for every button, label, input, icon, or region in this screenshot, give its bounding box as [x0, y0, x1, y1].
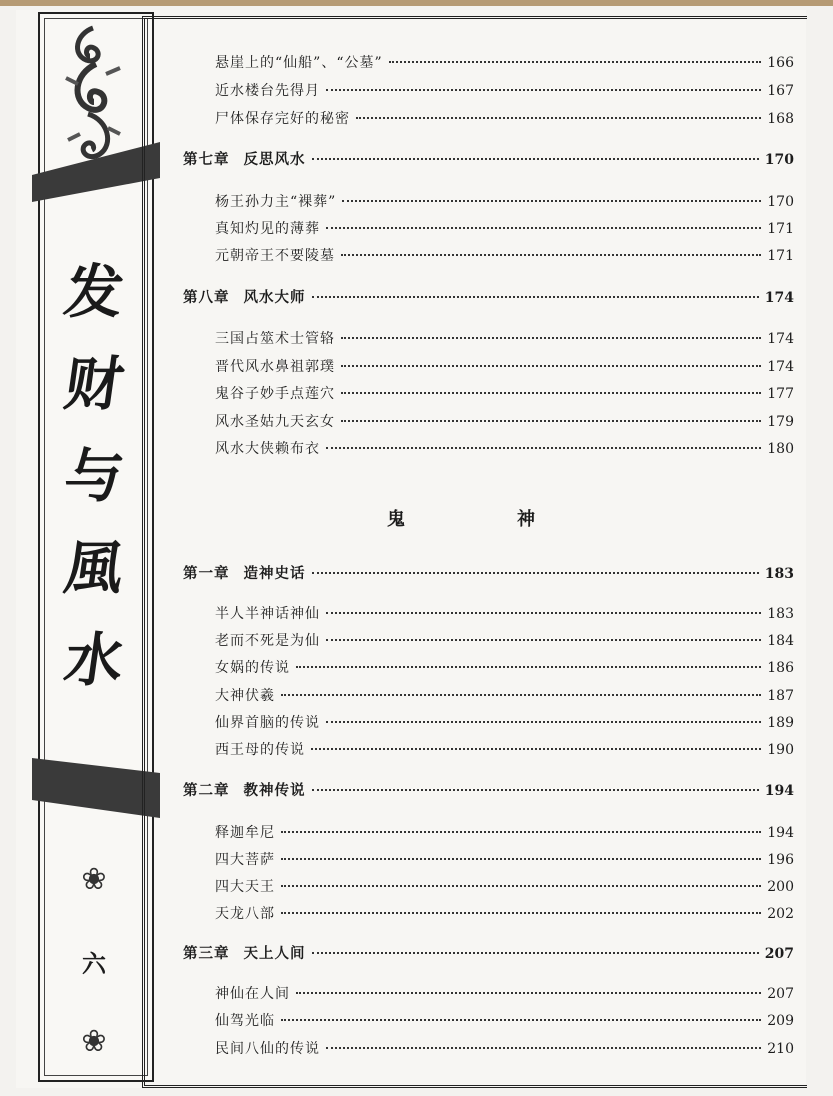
toc-entry-row — [215, 686, 794, 706]
dot-leader — [281, 912, 761, 914]
chapter-title: 反思风水 — [243, 151, 306, 168]
section-heading — [387, 505, 537, 531]
top-edge — [0, 0, 833, 6]
toc-entry-row — [215, 823, 794, 843]
flower-icon: ❀ — [81, 862, 107, 897]
page-number: 174 — [764, 290, 794, 306]
dot-leader — [341, 365, 761, 367]
page-number: 202 — [767, 906, 794, 922]
dragon-ornament-icon — [58, 24, 128, 174]
dot-leader — [326, 1047, 761, 1049]
toc-entry-row — [215, 1011, 794, 1031]
title-char: 水 — [60, 626, 128, 694]
page-number: 183 — [764, 566, 794, 582]
page-number: 174 — [767, 359, 794, 375]
dot-leader — [296, 666, 761, 668]
toc-entry-row — [215, 877, 794, 897]
dot-leader — [281, 1019, 761, 1021]
page-folio: 六 — [82, 949, 106, 978]
chapter-title: 教神传说 — [243, 782, 306, 799]
page-number: 210 — [767, 1041, 794, 1057]
page-number: 168 — [767, 111, 794, 127]
title-char: 财 — [60, 350, 128, 418]
toc-entry-row — [215, 384, 794, 404]
section-heading-char: 神 — [517, 509, 537, 530]
entry-title: 元朝帝王不要陵墓 — [215, 248, 335, 264]
title-char: 風 — [60, 534, 128, 602]
toc-entry-row — [215, 713, 794, 733]
entry-title: 风水大侠赖布衣 — [215, 441, 320, 457]
toc-chapter-row — [183, 150, 794, 170]
toc-frame — [142, 16, 807, 1088]
page-number: 207 — [764, 946, 794, 962]
toc-entry-row — [215, 631, 794, 651]
entry-title: 民间八仙的传说 — [215, 1041, 320, 1057]
entry-title: 仙界首脑的传说 — [215, 715, 320, 731]
entry-title: 天龙八部 — [215, 906, 275, 922]
entry-title: 鬼谷子妙手点莲穴 — [215, 386, 335, 402]
page-number: 189 — [767, 715, 794, 731]
toc-entry-row — [215, 81, 794, 101]
entry-title: 近水楼台先得月 — [215, 83, 320, 99]
entry-title: 杨王孙力主“裸葬” — [215, 194, 337, 210]
dot-leader — [342, 200, 761, 202]
toc-entry-row — [215, 109, 794, 129]
page-number: 167 — [767, 83, 794, 99]
page-number: 170 — [767, 194, 794, 210]
chapter-number: 第七章 — [183, 151, 230, 168]
chapter-number: 第三章 — [183, 945, 230, 962]
chapter-number: 第一章 — [183, 565, 230, 582]
dot-leader — [312, 952, 759, 954]
chapter-title: 天上人间 — [243, 945, 306, 962]
entry-title: 四大天王 — [215, 879, 275, 895]
flower-icon: ❀ — [81, 1024, 107, 1059]
toc-chapter-row — [183, 944, 794, 964]
section-heading-char: 鬼 — [387, 509, 407, 530]
toc-entry-row — [215, 658, 794, 678]
dot-leader — [326, 612, 761, 614]
dot-leader — [326, 639, 761, 641]
page-number: 166 — [767, 55, 794, 71]
dot-leader — [389, 61, 762, 63]
dot-leader — [341, 337, 761, 339]
entry-title: 四大菩萨 — [215, 852, 275, 868]
dot-leader — [281, 858, 761, 860]
dot-leader — [281, 885, 761, 887]
entry-title: 半人半神话神仙 — [215, 606, 320, 622]
dot-leader — [326, 447, 761, 449]
toc-entry-row — [215, 357, 794, 377]
page-number: 177 — [767, 386, 794, 402]
entry-title: 西王母的传说 — [215, 742, 305, 758]
toc-chapter-row — [183, 564, 794, 584]
chapter-title: 风水大师 — [243, 289, 306, 306]
dot-leader — [326, 89, 761, 91]
dot-leader — [326, 227, 761, 229]
dot-leader — [311, 748, 761, 750]
toc-chapter-row — [183, 288, 794, 308]
page-number: 196 — [767, 852, 794, 868]
dot-leader — [326, 721, 761, 723]
dot-leader — [312, 572, 759, 574]
toc-entry-row — [215, 329, 794, 349]
page-number: 183 — [767, 606, 794, 622]
toc-entry-row — [215, 53, 794, 73]
page-number: 186 — [767, 660, 794, 676]
entry-title: 尸体保存完好的秘密 — [215, 111, 350, 127]
dot-leader — [341, 254, 761, 256]
page-number: 200 — [767, 879, 794, 895]
toc-entry-row — [215, 246, 794, 266]
toc-entry-row — [215, 904, 794, 924]
toc-entry-row — [215, 604, 794, 624]
dot-leader — [296, 992, 761, 994]
book-title-vertical — [40, 259, 148, 693]
dot-leader — [312, 296, 759, 298]
page-number: 209 — [767, 1013, 794, 1029]
toc-chapter-row — [183, 781, 794, 801]
page-number: 187 — [767, 688, 794, 704]
chapter-title: 造神史话 — [243, 565, 306, 582]
page-number: 171 — [767, 221, 794, 237]
dot-leader — [281, 694, 761, 696]
toc-entry-row — [215, 412, 794, 432]
title-char: 发 — [60, 258, 128, 326]
entry-title: 三国占筮术士管辂 — [215, 331, 335, 347]
dot-leader — [281, 831, 761, 833]
dot-leader — [341, 392, 761, 394]
entry-title: 女娲的传说 — [215, 660, 290, 676]
toc-entry-row — [215, 984, 794, 1004]
dot-leader — [312, 789, 759, 791]
toc-entry-row — [215, 1039, 794, 1059]
entry-title: 仙驾光临 — [215, 1013, 275, 1029]
page-number: 190 — [767, 742, 794, 758]
page-number: 194 — [764, 783, 794, 799]
page-number: 207 — [767, 986, 794, 1002]
page-number: 174 — [767, 331, 794, 347]
page-number: 171 — [767, 248, 794, 264]
entry-title: 释迦牟尼 — [215, 825, 275, 841]
entry-title: 大神伏羲 — [215, 688, 275, 704]
toc-entry-row — [215, 219, 794, 239]
dot-leader — [341, 420, 761, 422]
page-number: 194 — [767, 825, 794, 841]
chapter-number: 第二章 — [183, 782, 230, 799]
dot-leader — [312, 158, 759, 160]
page-number: 184 — [767, 633, 794, 649]
chapter-number: 第八章 — [183, 289, 230, 306]
entry-title: 风水圣姑九天玄女 — [215, 414, 335, 430]
toc-entry-row — [215, 192, 794, 212]
toc-entry-row — [215, 740, 794, 760]
dot-leader — [356, 117, 761, 119]
page-number: 180 — [767, 441, 794, 457]
page-number: 179 — [767, 414, 794, 430]
entry-title: 悬崖上的“仙船”、“公墓” — [215, 55, 383, 71]
entry-title: 真知灼见的薄葬 — [215, 221, 320, 237]
entry-title: 老而不死是为仙 — [215, 633, 320, 649]
side-banner — [38, 12, 154, 1082]
toc-entry-row — [215, 850, 794, 870]
entry-title: 晋代风水鼻祖郭璞 — [215, 359, 335, 375]
title-char: 与 — [60, 442, 128, 510]
book-page — [16, 10, 806, 1088]
page-number: 170 — [764, 152, 794, 168]
toc-entry-row — [215, 439, 794, 459]
entry-title: 神仙在人间 — [215, 986, 290, 1002]
